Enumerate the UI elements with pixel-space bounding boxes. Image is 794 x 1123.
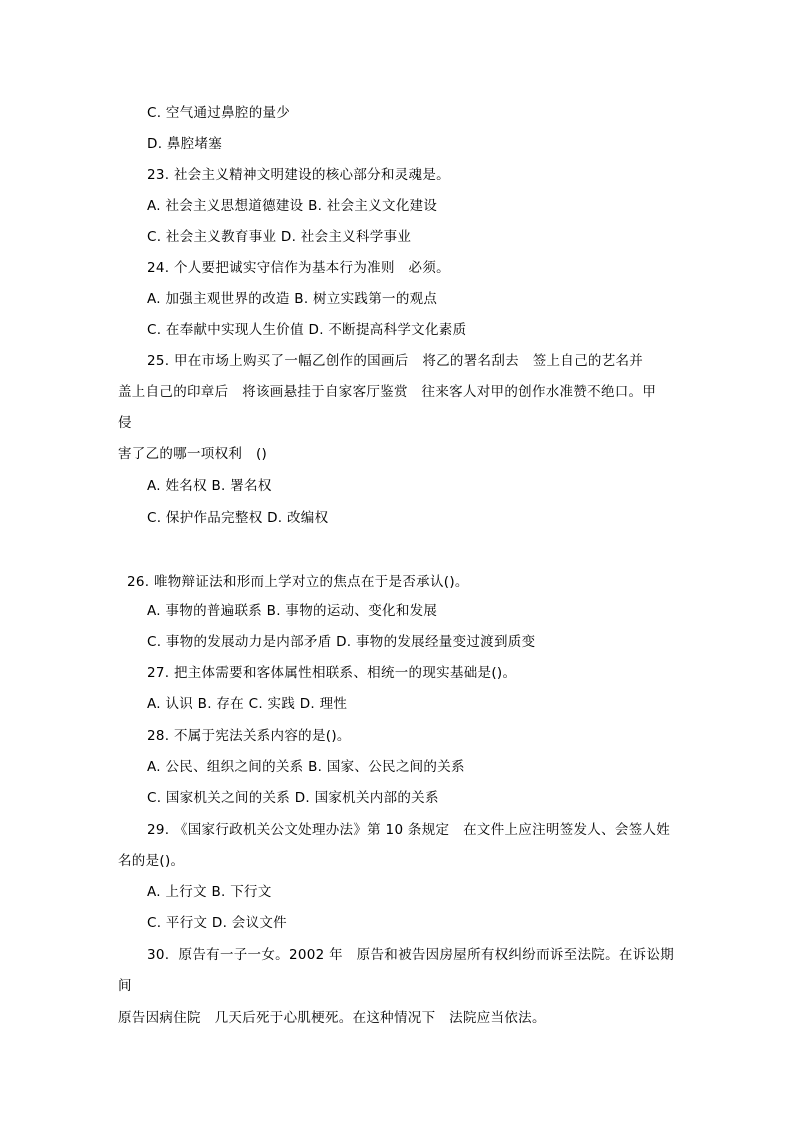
question-29-cont: 名的是()。 — [118, 853, 185, 869]
question-25: 25. 甲在市场上购买了一幅乙创作的国画后 将乙的署名刮去 签上自己的艺名并 — [147, 353, 644, 369]
option-line: D. 鼻腔堵塞 — [147, 136, 223, 152]
question-30: 30. 原告有一子一女。2002 年 原告和被告因房屋所有权纠纷而诉至法院。在诉讼期 — [147, 947, 675, 963]
option-line: A. 加强主观世界的改造 B. 树立实践第一的观点 — [147, 291, 438, 307]
question-29: 29. 《国家行政机关公文处理办法》第 10 条规定 在文件上应注明签发人、会签人姓 — [147, 822, 671, 838]
option-line: C. 在奉献中实现人生价值 D. 不断提高科学文化素质 — [147, 322, 467, 338]
option-line: A. 社会主义思想道德建设 B. 社会主义文化建设 — [147, 198, 438, 214]
option-line: C. 社会主义教育事业 D. 社会主义科学事业 — [147, 229, 412, 245]
question-25-cont: 侵 — [118, 415, 132, 431]
option-line: A. 姓名权 B. 署名权 — [147, 478, 272, 494]
option-line: C. 保护作品完整权 D. 改编权 — [147, 510, 329, 526]
question-24: 24. 个人要把诚实守信作为基本行为准则 必须。 — [147, 260, 450, 276]
question-25-cont: 害了乙的哪一项权利 () — [118, 446, 268, 462]
option-line: A. 认识 B. 存在 C. 实践 D. 理性 — [147, 696, 348, 712]
option-line: C. 事物的发展动力是内部矛盾 D. 事物的发展经量变过渡到质变 — [147, 634, 536, 650]
question-30-cont: 原告因病住院 几天后死于心肌梗死。在这种情况下 法院应当依法。 — [118, 1010, 546, 1026]
question-26: 26. 唯物辩证法和形而上学对立的焦点在于是否承认()。 — [127, 574, 469, 590]
question-30-cont: 间 — [118, 978, 132, 994]
question-27: 27. 把主体需要和客体属性相联系、相统一的现实基础是()。 — [147, 665, 517, 681]
option-line: A. 事物的普遍联系 B. 事物的运动、变化和发展 — [147, 603, 438, 619]
option-line: C. 空气通过鼻腔的量少 — [147, 105, 291, 121]
option-line: C. 平行文 D. 会议文件 — [147, 915, 287, 931]
option-line: A. 公民、组织之间的关系 B. 国家、公民之间的关系 — [147, 759, 465, 775]
question-28: 28. 不属于宪法关系内容的是()。 — [147, 728, 351, 744]
question-25-cont: 盖上自己的印章后 将该画悬挂于自家客厅鉴赏 往来客人对甲的创作水准赞不绝口。甲 — [118, 384, 657, 400]
option-line: C. 国家机关之间的关系 D. 国家机关内部的关系 — [147, 790, 439, 806]
question-23: 23. 社会主义精神文明建设的核心部分和灵魂是。 — [147, 167, 450, 183]
option-line: A. 上行文 B. 下行文 — [147, 884, 272, 900]
